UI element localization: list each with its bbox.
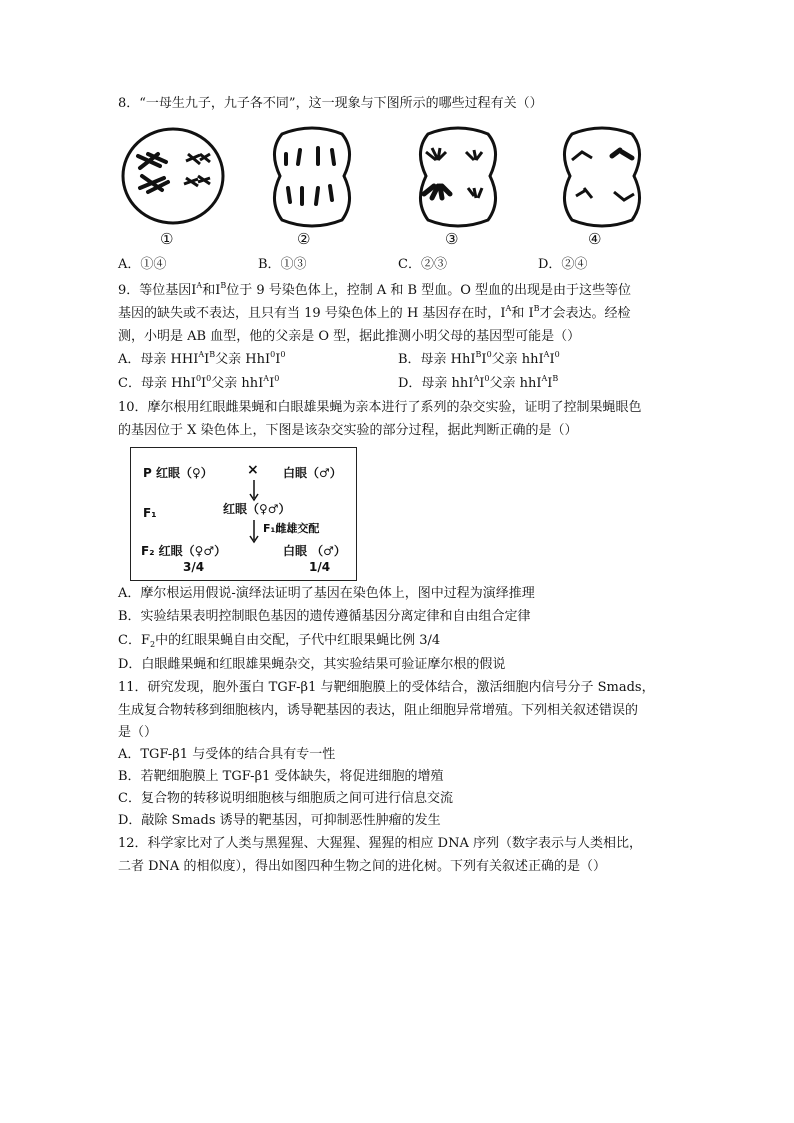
q11-option-c: C．复合物的转移说明细胞核与细胞质之间可进行信息交流 [118, 791, 453, 806]
q11-option-a: A．TGF-β1 与受体的结合具有专一性 [118, 747, 336, 762]
q11-line-3: 是（） [118, 725, 158, 740]
figure-label-4: ④ [588, 230, 602, 248]
q9-option-b: B．母亲 $HhI^BI^0$父亲 $hhI^AI^0$ [398, 350, 560, 367]
figure-label-2: ② [297, 230, 311, 248]
cell-diagram-3 [410, 126, 506, 228]
cell-diagram-2 [264, 126, 360, 228]
q8-option-a: A．①④ [118, 257, 167, 272]
q11-option-d: D．敲除 Smads 诱导的靶基因，可抑制恶性肿瘤的发生 [118, 813, 441, 828]
q10-cross-diagram [130, 447, 357, 581]
cross-symbol: × [247, 462, 259, 478]
p-white-male: 白眼（♂） [283, 466, 342, 480]
q8-option-c: C．②③ [398, 257, 447, 272]
q9-line-2: 基因的缺失或不表达，且只有当 19 号染色体上的 H 基因存在时，$I^A$和 $I^B$才会表达。经检 [118, 304, 631, 321]
q8-option-b: B．①③ [258, 257, 307, 272]
q11-line-2: 生成复合物转移到细胞核内，诱导靶基因的表达，阻止细胞异常增殖。下列相关叙述错误的 [118, 703, 639, 718]
q9-option-c: C．母亲 $HhI^0I^0$父亲 $hhI^AI^0$ [118, 374, 280, 391]
q10-line-1: 10．摩尔根用红眼雌果蝇和白眼雄果蝇为亲本进行了系列的杂交实验，证明了控制果蝇眼色 [118, 400, 642, 415]
figure-label-3: ③ [445, 230, 459, 248]
q9-line-1: 9．等位基因$I^A$和$I^B$位于 9 号染色体上，控制 A 和 B 型血。O 型血的出现是由于这些等位 [118, 281, 632, 298]
figure-label-1: ① [160, 230, 174, 248]
f1-intercross: F₁雌雄交配 [263, 522, 320, 535]
q12-line-2: 二者 DNA 的相似度），得出如图四种生物之间的进化树。下列有关叙述正确的是（） [118, 859, 606, 874]
cell-diagram-4 [554, 126, 650, 228]
q9-option-a: A．母亲 $HHI^AI^B$父亲 $HhI^0I^0$ [118, 350, 286, 367]
q10-option-c: C．$F_2$中的红眼果蝇自由交配，子代中红眼果蝇比例 3/4 [118, 633, 441, 649]
q10-line-2: 的基因位于 X 染色体上，下图是该杂交实验的部分过程，据此判断正确的是（） [118, 423, 578, 438]
q10-option-b: B．实验结果表明控制眼色基因的遗传遵循基因分离定律和自由组合定律 [118, 609, 531, 624]
q8-stem: 8．“一母生九子，九子各不同”，这一现象与下图所示的哪些过程有关（） [118, 96, 543, 111]
q12-line-1: 12．科学家比对了人类与黑猩猩、大猩猩、猩猩的相应 DNA 序列（数字表示与人类相比， [118, 836, 642, 851]
q9-line-3: 测，小明是 AB 血型，他的父亲是 O 型，据此推测小明父母的基因型可能是（） [118, 329, 581, 344]
q9-option-d: D．母亲 $hhI^AI^0$父亲 $hhI^AI^B$ [398, 374, 559, 391]
p-red-female: P 红眼（♀） [143, 466, 213, 480]
cross-arrows [247, 478, 261, 544]
q11-option-b: B．若靶细胞膜上 TGF-β1 受体缺失，将促进细胞的增殖 [118, 769, 444, 784]
q8-cell-figures [118, 126, 648, 256]
f2-white: 白眼 （♂） [283, 544, 346, 558]
ratio-red: 3/4 [183, 560, 205, 574]
ratio-white: 1/4 [309, 560, 331, 574]
q11-line-1: 11．研究发现，胞外蛋白 TGF-β1 与靶细胞膜上的受体结合，激活细胞内信号分子 Smads， [118, 680, 655, 695]
q10-option-d: D．白眼雌果蝇和红眼雄果蝇杂交，其实验结果可验证摩尔根的假说 [118, 657, 506, 672]
q8-option-d: D．②④ [538, 257, 588, 272]
q10-option-a: A．摩尔根运用假说-演绎法证明了基因在染色体上，图中过程为演绎推理 [118, 586, 535, 601]
f1-label: F₁ [143, 506, 157, 520]
f2-red: F₂ 红眼（♀♂） [141, 544, 227, 558]
cell-diagram-1 [118, 126, 228, 228]
f1-offspring: 红眼（♀♂） [223, 502, 291, 516]
